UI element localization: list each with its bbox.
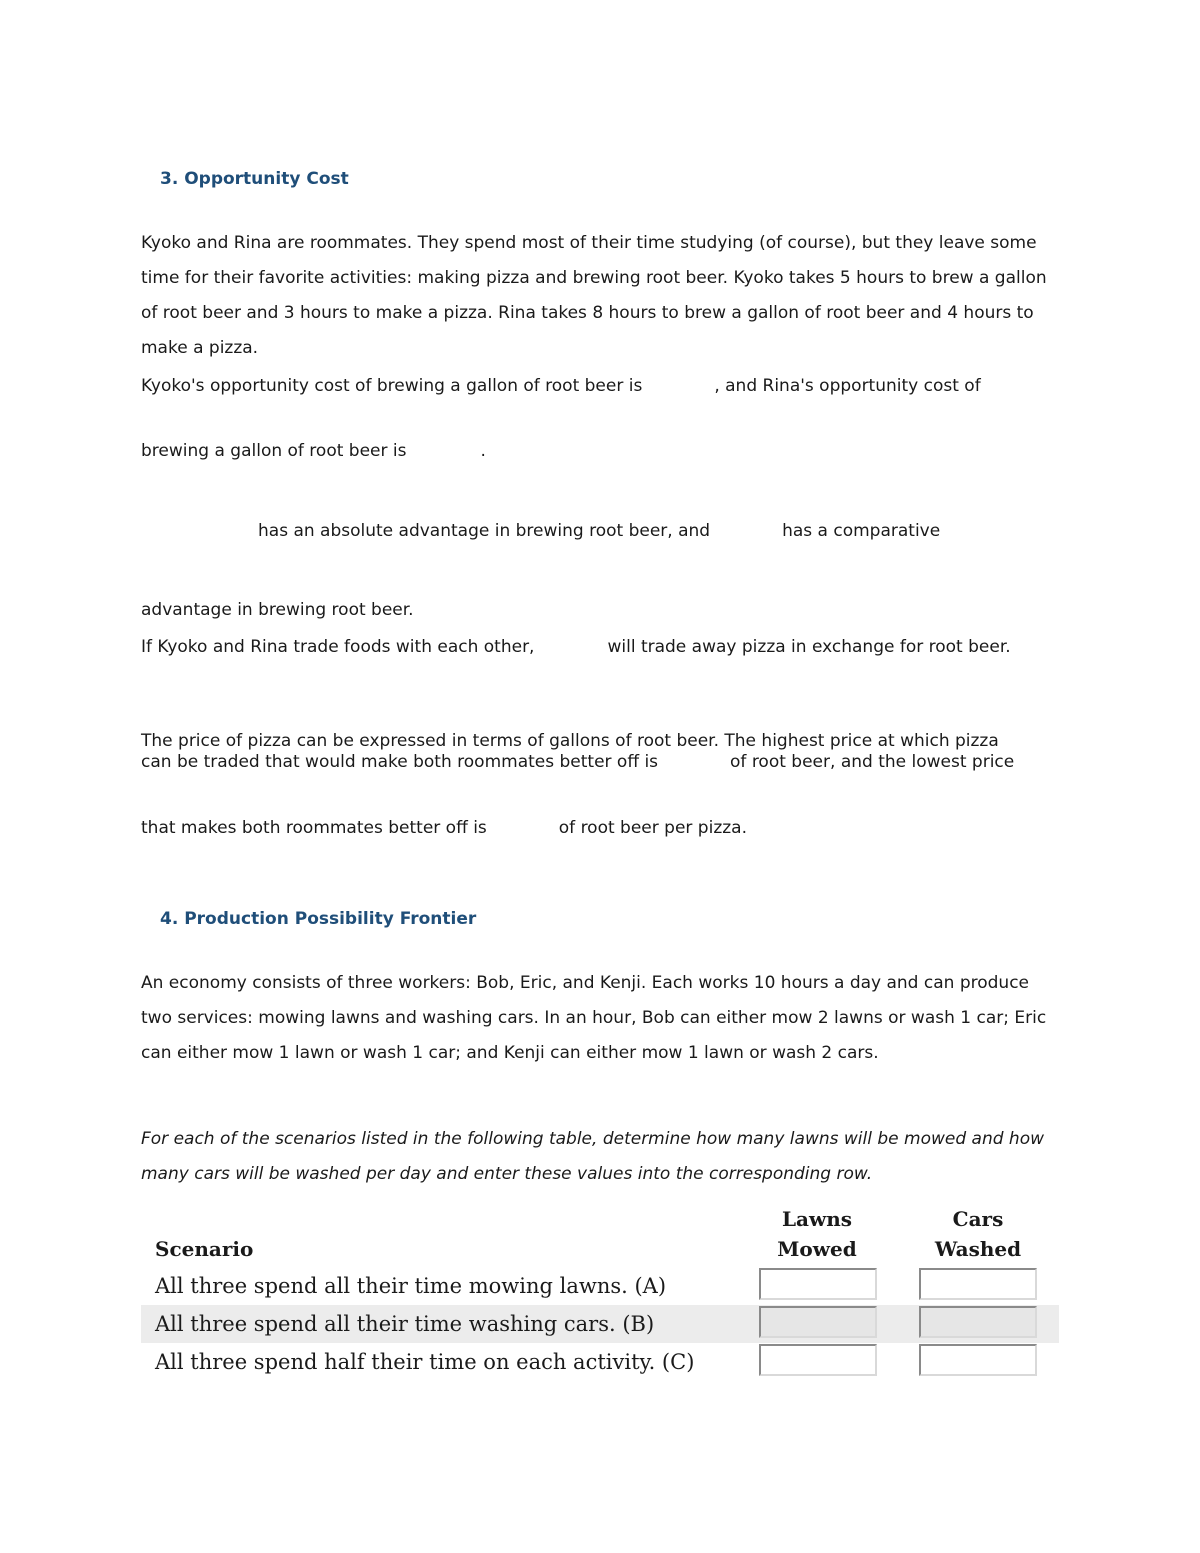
q1-text-b: , and Rina's opportunity cost of bbox=[714, 376, 981, 396]
row-a-lawns-input[interactable] bbox=[759, 1268, 877, 1300]
row-a-cars-input[interactable] bbox=[919, 1268, 1037, 1300]
table-row bbox=[141, 1343, 1059, 1381]
section-4-intro: An economy consists of three workers: Bob, Eric, and Kenji. Each works 10 hours a day and can produce two services: mowing lawns and washing cars. In an hour, Bob can either mow 2 lawns or wash 1 car; Eric can either mow 1 lawn or wash 1 car; and Kenji can either mow 1 lawn or wash 2 cars. bbox=[141, 973, 1047, 1063]
row-c-label: All three spend half their time on each activity. (C) bbox=[155, 1350, 695, 1374]
header-lawns-mowed bbox=[757, 1204, 877, 1264]
question-4-line-1: The price of pizza can be expressed in terms of gallons of root beer. The highest price at which pizza bbox=[141, 731, 999, 751]
q2-text-b: has a comparative bbox=[782, 521, 941, 541]
section-3-intro: Kyoko and Rina are roommates. They spend most of their time studying (of course), but they leave some time for their favorite activities: making pizza and brewing root beer. Kyoko takes 5 hours to brew a gallon of root beer and 3 hours to make a pizza. Rina takes 8 hours to brew a gallon of root beer and 4 hours to make a pizza. bbox=[141, 233, 1047, 358]
q4-text-b: can be traded that would make both roommates better off is bbox=[141, 752, 659, 772]
header-cars-line-1: Cars bbox=[952, 1207, 1004, 1231]
table-header bbox=[141, 1204, 1059, 1264]
q4-text-e: of root beer per pizza. bbox=[558, 818, 747, 838]
row-c-lawns-input[interactable] bbox=[759, 1344, 877, 1376]
header-scenario: Scenario bbox=[155, 1237, 254, 1261]
q1-text-a: Kyoko's opportunity cost of brewing a gallon of root beer is bbox=[141, 376, 643, 396]
row-c-cars-input[interactable] bbox=[919, 1344, 1037, 1376]
section-3-heading: 3. Opportunity Cost bbox=[160, 169, 349, 189]
table-row bbox=[141, 1267, 1059, 1305]
q4-text-c: of root beer, and the lowest price bbox=[730, 752, 1015, 772]
q4-text-d: that makes both roommates better off is bbox=[141, 818, 487, 838]
header-cars-line-2: Washed bbox=[934, 1237, 1022, 1261]
q2-text-a: has an absolute advantage in brewing root beer, and bbox=[258, 521, 711, 541]
header-lawns-line-2: Mowed bbox=[777, 1237, 857, 1261]
row-b-cars-input[interactable] bbox=[919, 1306, 1037, 1338]
q3-text-b: will trade away pizza in exchange for root beer. bbox=[607, 637, 1011, 657]
question-4-line-3 bbox=[141, 817, 747, 839]
question-3-line bbox=[141, 636, 1011, 658]
question-1-line-1 bbox=[141, 375, 981, 397]
table-row bbox=[141, 1305, 1059, 1343]
header-lawns-line-1: Lawns bbox=[781, 1207, 853, 1231]
question-2-line-2: advantage in brewing root beer. bbox=[141, 600, 414, 620]
row-b-label: All three spend all their time washing cars. (B) bbox=[155, 1312, 655, 1336]
table-instruction: For each of the scenarios listed in the following table, determine how many lawns will be mowed and how many cars will be washed per day and enter these values into the corresponding row. bbox=[141, 1129, 1044, 1184]
q1-text-c: brewing a gallon of root beer is bbox=[141, 441, 407, 461]
header-cars-washed bbox=[918, 1204, 1038, 1264]
question-4-line-2 bbox=[141, 752, 1014, 773]
row-a-label: All three spend all their time mowing lawns. (A) bbox=[155, 1274, 667, 1298]
question-2-line-1 bbox=[141, 520, 940, 542]
q1-text-d: . bbox=[480, 441, 486, 461]
row-b-lawns-input[interactable] bbox=[759, 1306, 877, 1338]
question-1-line-2 bbox=[141, 440, 486, 462]
q3-text-a: If Kyoko and Rina trade foods with each other, bbox=[141, 637, 535, 657]
section-4-heading: 4. Production Possibility Frontier bbox=[160, 909, 477, 929]
